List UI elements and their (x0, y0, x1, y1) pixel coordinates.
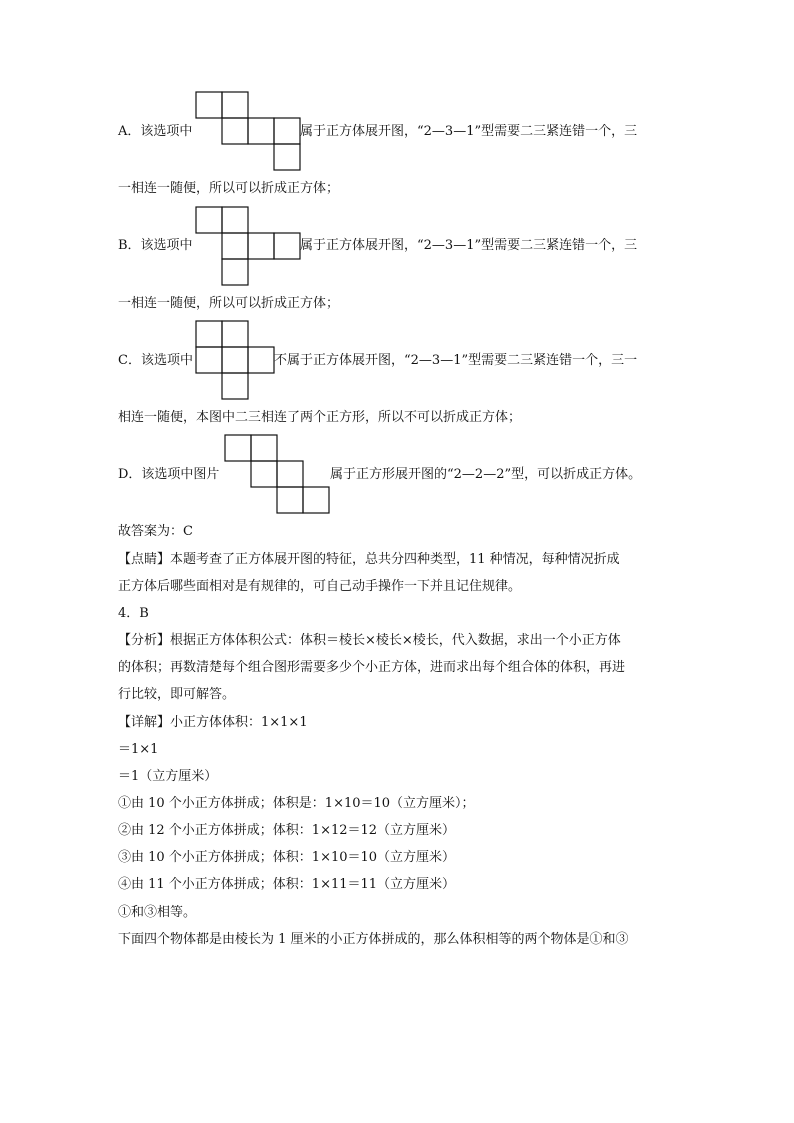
option-d-suffix: 属于正方形展开图的“2—2—2”型，可以折成正方体。 (330, 467, 642, 482)
answer-line: 故答案为：C (118, 524, 193, 539)
option-d-cube-net (224, 434, 330, 514)
option-c-continuation: 相连一随便，本图中二三相连了两个正方形，所以不可以折成正方体； (118, 410, 522, 425)
analysis-line-3: 行比较，即可解答。 (118, 687, 236, 702)
conclusion-line: 下面四个物体都是由棱长为 1 厘米的小正方体拼成的，那么体积相等的两个物体是①和③ (118, 932, 629, 947)
analysis-line-1: 【分析】根据正方体体积公式：体积＝棱长×棱长×棱长，代入数据，求出一个小正方体 (118, 633, 621, 648)
option-b-cube-net (195, 206, 301, 286)
item-line-2: ②由 12 个小正方体拼成；体积：1×12＝12（立方厘米） (118, 823, 456, 838)
item-line-4: ④由 11 个小正方体拼成；体积：1×11＝11（立方厘米） (118, 877, 456, 892)
option-c-cube-net (195, 320, 275, 400)
analysis-line-2: 的体积；再数清楚每个组合图形需要多少个小正方体，进而求出每个组合体的体积，再进 (118, 660, 626, 675)
equal-line: ①和③相等。 (118, 905, 197, 920)
detail-line-3: ＝1（立方厘米） (118, 769, 218, 784)
detail-line-1: 【详解】小正方体体积：1×1×1 (118, 715, 308, 730)
option-b-prefix: B．该选项中 (118, 238, 193, 253)
question-4-title: 4．B (118, 606, 149, 621)
item-line-1: ①由 10 个小正方体拼成；体积是：1×10＝10（立方厘米）； (118, 796, 475, 811)
option-b-continuation: 一相连一随便，所以可以折成正方体； (118, 296, 340, 311)
option-c-prefix: C．该选项中 (118, 353, 193, 368)
item-line-3: ③由 10 个小正方体拼成；体积：1×10＝10（立方厘米） (118, 850, 456, 865)
option-c-suffix: 不属于正方体展开图，“2—3—1”型需要二三紧连错一个，三一 (274, 353, 638, 368)
detail-line-2: ＝1×1 (118, 742, 159, 757)
option-a-prefix: A．该选项中 (118, 124, 193, 139)
option-d-prefix: D．该选项中图片 (118, 467, 220, 482)
option-b-suffix: 属于正方体展开图，“2—3—1”型需要二三紧连错一个，三 (300, 238, 638, 253)
comment-line-1: 【点睛】本题考查了正方体展开图的特征，总共分四种类型，11 种情况，每种情况折成 (118, 552, 620, 567)
option-a-continuation: 一相连一随便，所以可以折成正方体； (118, 181, 340, 196)
comment-line-2: 正方体后哪些面相对是有规律的，可自己动手操作一下并且记住规律。 (118, 579, 522, 594)
option-a-suffix: 属于正方体展开图，“2—3—1”型需要二三紧连错一个，三 (300, 124, 638, 139)
option-a-cube-net (195, 91, 301, 171)
